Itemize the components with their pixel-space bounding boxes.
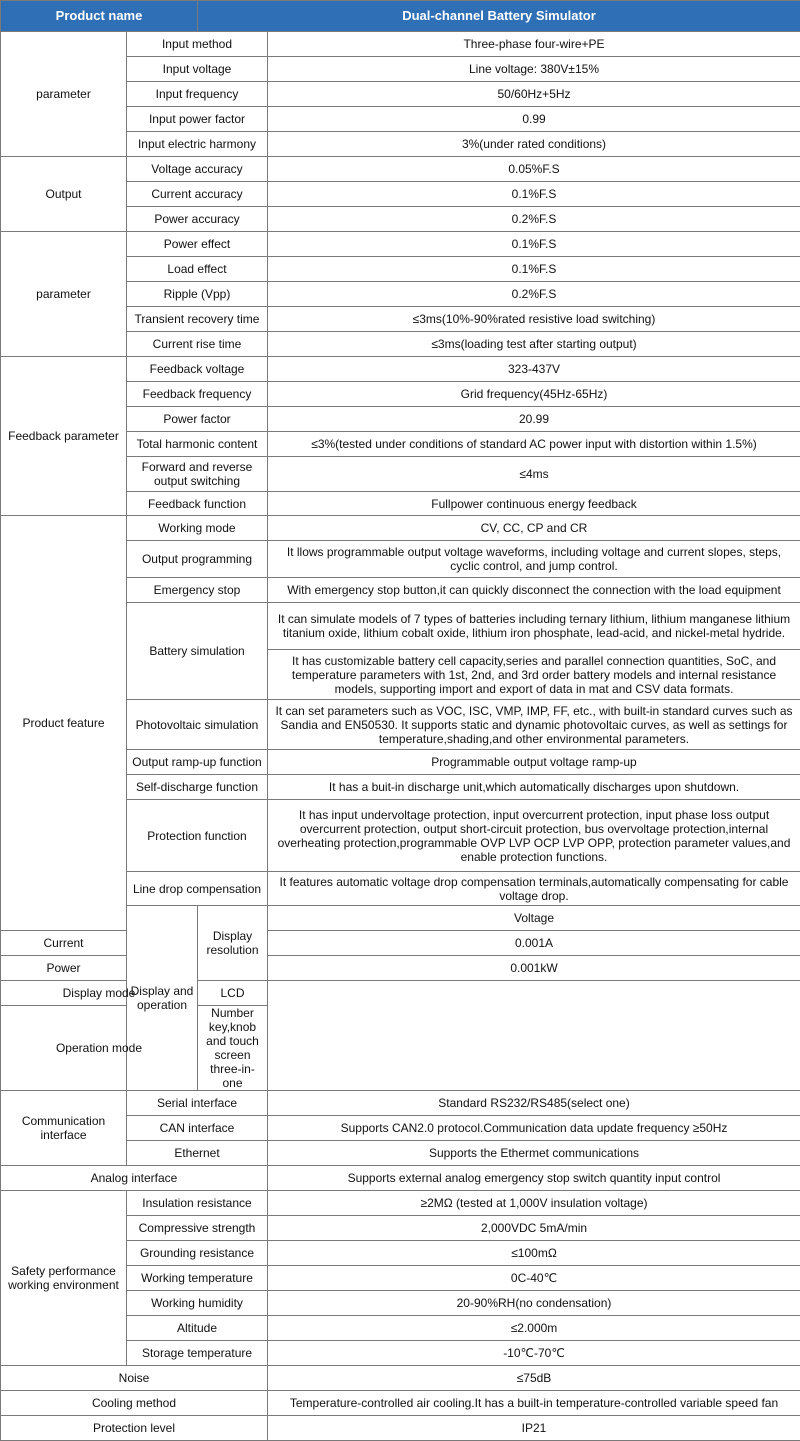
row-value: It features automatic voltage drop compensation terminals,automatically compensating for cable voltage drop.: [268, 872, 800, 906]
row-value: It has a buit-in discharge unit,which automatically discharges upon shutdown.: [268, 775, 800, 800]
row-label: Emergency stop: [127, 578, 268, 603]
row-label: Working mode: [127, 516, 268, 541]
row-label: Voltage: [268, 906, 800, 931]
row-value: 0.1%F.S: [268, 257, 800, 282]
table-row: [1, 1366, 800, 1391]
row-label: Ripple (Vpp): [127, 282, 268, 307]
row-value: 20.99: [268, 407, 800, 432]
product-model-header: Dual-channel Battery Simulator: [198, 1, 800, 32]
row-value: ≤2.000m: [268, 1316, 800, 1341]
row-value: With emergency stop button,it can quickly disconnect the connection with the load equipment: [268, 578, 800, 603]
group-label: parameter: [1, 232, 127, 357]
row-label: Altitude: [127, 1316, 268, 1341]
row-value: It has input undervoltage protection, input overcurrent protection, input phase loss output overcurrent protection, output short-circuit protection, bus overvoltage protection,internal overheating protection,programmable OVP LVP OCP LVP OPP, protection parameter values,and enable protection functions.: [268, 800, 800, 872]
table-row: [1, 956, 800, 981]
row-label: Power accuracy: [127, 207, 268, 232]
row-value: 323-437V: [268, 357, 800, 382]
row-value: Temperature-controlled air cooling.It has a built-in temperature-controlled variable speed fan: [268, 1391, 800, 1416]
group-label: Feedback parameter: [1, 357, 127, 516]
row-value: Supports CAN2.0 protocol.Communication data update frequency ≥50Hz: [268, 1116, 800, 1141]
row-label: Grounding resistance: [127, 1241, 268, 1266]
row-value: Grid frequency(45Hz-65Hz): [268, 382, 800, 407]
row-value: ≤3%(tested under conditions of standard AC power input with distortion within 1.5%): [268, 432, 800, 457]
row-label: Battery simulation: [127, 603, 268, 700]
row-label: Display mode: [1, 981, 198, 1006]
row-value: LCD: [198, 981, 268, 1006]
product-name-header: Product name: [1, 1, 198, 32]
row-label: Working humidity: [127, 1291, 268, 1316]
row-label: CAN interface: [127, 1116, 268, 1141]
row-label: Voltage accuracy: [127, 157, 268, 182]
row-label: Noise: [1, 1366, 268, 1391]
row-label: Protection function: [127, 800, 268, 872]
row-value: 0.001kW: [268, 956, 800, 981]
group-label: Display and operation: [127, 906, 198, 1091]
row-label: Photovoltaic simulation: [127, 700, 268, 750]
row-label: Power: [1, 956, 127, 981]
row-value: 0.1%F.S: [268, 182, 800, 207]
row-value: ≤4ms: [268, 457, 800, 492]
row-label: Ethernet: [127, 1141, 268, 1166]
row-value: 0.2%F.S: [268, 282, 800, 307]
row-label: Forward and reverse output switching: [127, 457, 268, 492]
table-row: [1, 32, 800, 57]
row-value: 0.2%F.S: [268, 207, 800, 232]
row-label: Input electric harmony: [127, 132, 268, 157]
row-value: Number key,knob and touch screen three-in-one: [198, 1006, 268, 1091]
row-value: ≤100mΩ: [268, 1241, 800, 1266]
row-label: Output ramp-up function: [127, 750, 268, 775]
row-value: Supports external analog emergency stop switch quantity input control: [268, 1166, 800, 1191]
group-label: parameter: [1, 32, 127, 157]
row-value: 0C-40℃: [268, 1266, 800, 1291]
row-label: Compressive strength: [127, 1216, 268, 1241]
row-label: Working temperature: [127, 1266, 268, 1291]
row-label: Self-discharge function: [127, 775, 268, 800]
row-value: ≤3ms(loading test after starting output): [268, 332, 800, 357]
display-resolution-label: Display resolution: [198, 906, 268, 981]
row-label: Protection level: [1, 1416, 268, 1441]
row-value: CV, CC, CP and CR: [268, 516, 800, 541]
group-label: Communication interface: [1, 1091, 127, 1166]
row-value: It llows programmable output voltage waveforms, including voltage and current slopes, steps, cyclic control, and jump control.: [268, 541, 800, 578]
row-value: 50/60Hz+5Hz: [268, 82, 800, 107]
row-label: Power factor: [127, 407, 268, 432]
table-row: [1, 1416, 800, 1441]
table-row: [1, 1006, 800, 1091]
group-label: Output: [1, 157, 127, 232]
row-value: It can set parameters such as VOC, ISC, VMP, IMP, FF, etc., with built-in standard curves such as Sandia and EN50530. It supports static and dynamic photovoltaic curves, as well as settings for temperature,shading,and other environmental parameters.: [268, 700, 800, 750]
row-value: It has customizable battery cell capacity,series and parallel connection quantities, SoC, and temperature parameters with 1st, 2nd, and 3rd order battery models and internal resistance models, supporting import and export of data in mat and CSV data formats.: [268, 650, 800, 700]
row-label: Input frequency: [127, 82, 268, 107]
row-value: Supports the Ethermet communications: [268, 1141, 800, 1166]
table-header: [1, 1, 800, 32]
row-label: Storage temperature: [127, 1341, 268, 1366]
row-label: Input voltage: [127, 57, 268, 82]
row-label: Input power factor: [127, 107, 268, 132]
table-row: [1, 1191, 800, 1216]
row-label: Serial interface: [127, 1091, 268, 1116]
row-label: Analog interface: [1, 1166, 268, 1191]
row-label: Total harmonic content: [127, 432, 268, 457]
group-label: Safety performance working environment: [1, 1191, 127, 1366]
table-row: [1, 157, 800, 182]
row-label: Cooling method: [1, 1391, 268, 1416]
row-label: Feedback voltage: [127, 357, 268, 382]
row-value: Fullpower continuous energy feedback: [268, 492, 800, 516]
row-value: 0.05%F.S: [268, 157, 800, 182]
row-label: Current accuracy: [127, 182, 268, 207]
row-label: Load effect: [127, 257, 268, 282]
row-label: Transient recovery time: [127, 307, 268, 332]
row-label: Input method: [127, 32, 268, 57]
row-value: It can simulate models of 7 types of batteries including ternary lithium, lithium manganese lithium titanium oxide, lithium cobalt oxide, lithium iron phosphate, lead-acid, and nickel-metal hydride.: [268, 603, 800, 650]
table-row: [1, 1166, 800, 1191]
table-row: [1, 931, 800, 956]
row-value: 20-90%RH(no condensation): [268, 1291, 800, 1316]
row-value: Line voltage: 380V±15%: [268, 57, 800, 82]
row-label: Current: [1, 931, 127, 956]
row-value: 3%(under rated conditions): [268, 132, 800, 157]
row-value: 0.1%F.S: [268, 232, 800, 257]
table-row: [1, 981, 800, 1006]
row-value: ≤75dB: [268, 1366, 800, 1391]
row-label: Feedback function: [127, 492, 268, 516]
row-label: Line drop compensation: [127, 872, 268, 906]
row-value: IP21: [268, 1416, 800, 1441]
row-value: ≥2MΩ (tested at 1,000V insulation voltage): [268, 1191, 800, 1216]
row-label: Power effect: [127, 232, 268, 257]
table-row: [1, 516, 800, 541]
group-label: Product feature: [1, 516, 127, 931]
row-value: -10℃-70℃: [268, 1341, 800, 1366]
row-value: 2,000VDC 5mA/min: [268, 1216, 800, 1241]
table-row: [1, 232, 800, 257]
row-value: ≤3ms(10%-90%rated resistive load switching): [268, 307, 800, 332]
row-value: Standard RS232/RS485(select one): [268, 1091, 800, 1116]
row-value: Three-phase four-wire+PE: [268, 32, 800, 57]
table-row: [1, 1391, 800, 1416]
row-label: Insulation resistance: [127, 1191, 268, 1216]
row-value: 0.99: [268, 107, 800, 132]
row-value: Programmable output voltage ramp-up: [268, 750, 800, 775]
row-label: Feedback frequency: [127, 382, 268, 407]
table-row: [1, 1091, 800, 1116]
row-label: Current rise time: [127, 332, 268, 357]
row-label: Operation mode: [1, 1006, 198, 1091]
row-label: Output programming: [127, 541, 268, 578]
table-row: [1, 357, 800, 382]
row-value: 0.001A: [268, 931, 800, 956]
